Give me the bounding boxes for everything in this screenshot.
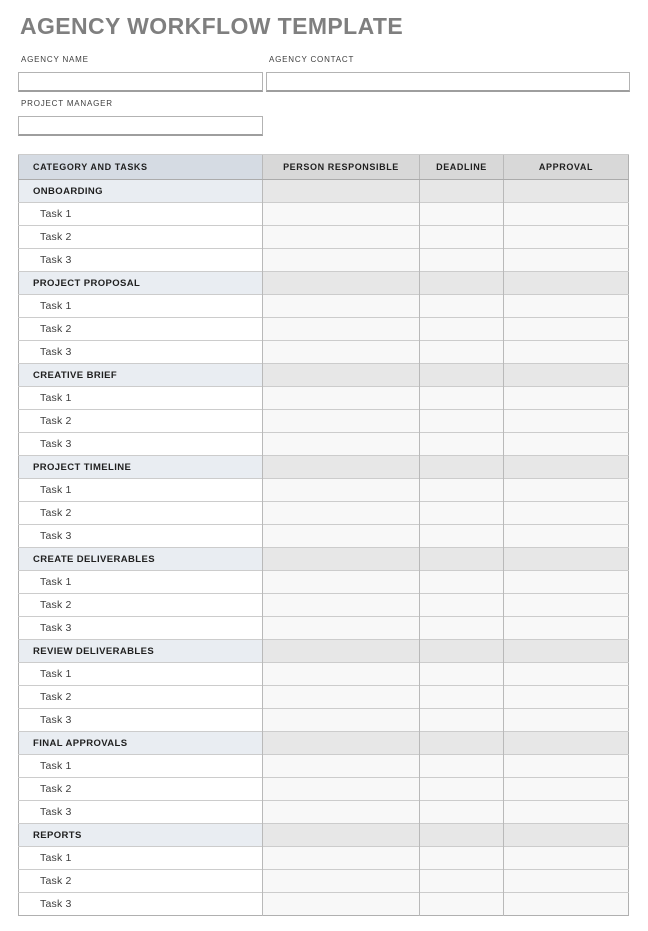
task-row (19, 709, 629, 732)
category-band-cell (420, 180, 504, 203)
category-cell: PROJECT TIMELINE (19, 456, 263, 479)
person-responsible-cell[interactable] (263, 617, 420, 640)
task-cell[interactable]: Task 1 (19, 203, 263, 226)
task-cell[interactable]: Task 1 (19, 847, 263, 870)
deadline-cell[interactable] (420, 801, 504, 824)
deadline-cell[interactable] (420, 870, 504, 893)
person-responsible-cell[interactable] (263, 778, 420, 801)
task-row (19, 341, 629, 364)
category-row (19, 272, 629, 295)
category-band-cell (420, 548, 504, 571)
deadline-cell[interactable] (420, 295, 504, 318)
approval-cell[interactable] (504, 502, 629, 525)
agency-contact-input[interactable] (266, 72, 630, 92)
approval-cell[interactable] (504, 755, 629, 778)
workflow-table-header (19, 155, 629, 180)
approval-cell[interactable] (504, 295, 629, 318)
form-row-2 (18, 100, 630, 136)
category-row (19, 640, 629, 663)
category-band-cell (504, 364, 629, 387)
task-row (19, 617, 629, 640)
column-header-approval: APPROVAL (504, 155, 629, 180)
approval-cell[interactable] (504, 663, 629, 686)
approval-cell[interactable] (504, 203, 629, 226)
person-responsible-cell[interactable] (263, 594, 420, 617)
task-cell[interactable]: Task 1 (19, 663, 263, 686)
column-header-deadline: DEADLINE (420, 155, 504, 180)
deadline-cell[interactable] (420, 387, 504, 410)
category-row (19, 732, 629, 755)
category-band-cell (263, 824, 420, 847)
deadline-cell[interactable] (420, 433, 504, 456)
deadline-cell[interactable] (420, 226, 504, 249)
workflow-table-body (19, 180, 629, 916)
person-responsible-cell[interactable] (263, 525, 420, 548)
task-cell[interactable]: Task 2 (19, 686, 263, 709)
person-responsible-cell[interactable] (263, 663, 420, 686)
category-band-cell (504, 548, 629, 571)
agency-name-field (18, 56, 263, 92)
deadline-cell[interactable] (420, 341, 504, 364)
person-responsible-cell[interactable] (263, 203, 420, 226)
category-band-cell (420, 456, 504, 479)
deadline-cell[interactable] (420, 525, 504, 548)
approval-cell[interactable] (504, 226, 629, 249)
approval-cell[interactable] (504, 778, 629, 801)
category-band-cell (420, 640, 504, 663)
category-cell: ONBOARDING (19, 180, 263, 203)
task-cell[interactable]: Task 3 (19, 617, 263, 640)
approval-cell[interactable] (504, 870, 629, 893)
category-band-cell (263, 456, 420, 479)
task-row (19, 502, 629, 525)
category-band-cell (504, 456, 629, 479)
project-manager-input[interactable] (18, 116, 263, 136)
approval-cell[interactable] (504, 709, 629, 732)
task-cell[interactable]: Task 1 (19, 755, 263, 778)
category-row (19, 364, 629, 387)
column-header-category: CATEGORY AND TASKS (19, 155, 263, 180)
task-row (19, 893, 629, 916)
person-responsible-cell[interactable] (263, 801, 420, 824)
person-responsible-cell[interactable] (263, 502, 420, 525)
task-cell[interactable]: Task 2 (19, 502, 263, 525)
person-responsible-cell[interactable] (263, 410, 420, 433)
deadline-cell[interactable] (420, 479, 504, 502)
task-cell[interactable]: Task 3 (19, 709, 263, 732)
category-band-cell (263, 732, 420, 755)
person-responsible-cell[interactable] (263, 686, 420, 709)
agency-contact-field (266, 56, 630, 92)
task-row (19, 203, 629, 226)
project-manager-label: PROJECT MANAGER (21, 99, 113, 108)
project-manager-field (18, 100, 263, 136)
agency-contact-label: AGENCY CONTACT (269, 55, 355, 64)
deadline-cell[interactable] (420, 709, 504, 732)
task-cell[interactable]: Task 2 (19, 410, 263, 433)
agency-name-input[interactable] (18, 72, 263, 92)
task-row (19, 801, 629, 824)
deadline-cell[interactable] (420, 571, 504, 594)
category-band-cell (420, 732, 504, 755)
task-cell[interactable]: Task 3 (19, 341, 263, 364)
approval-cell[interactable] (504, 893, 629, 916)
approval-cell[interactable] (504, 318, 629, 341)
approval-cell[interactable] (504, 571, 629, 594)
approval-cell[interactable] (504, 525, 629, 548)
task-cell[interactable]: Task 3 (19, 525, 263, 548)
deadline-cell[interactable] (420, 686, 504, 709)
task-cell[interactable]: Task 2 (19, 870, 263, 893)
category-row (19, 456, 629, 479)
approval-cell[interactable] (504, 801, 629, 824)
person-responsible-cell[interactable] (263, 387, 420, 410)
task-row (19, 778, 629, 801)
approval-cell[interactable] (504, 433, 629, 456)
task-row (19, 318, 629, 341)
approval-cell[interactable] (504, 341, 629, 364)
task-row (19, 479, 629, 502)
task-cell[interactable]: Task 3 (19, 893, 263, 916)
deadline-cell[interactable] (420, 755, 504, 778)
task-cell[interactable]: Task 1 (19, 479, 263, 502)
page-title: AGENCY WORKFLOW TEMPLATE (20, 13, 404, 39)
task-cell[interactable]: Task 2 (19, 318, 263, 341)
deadline-cell[interactable] (420, 847, 504, 870)
task-row (19, 594, 629, 617)
category-cell: CREATE DELIVERABLES (19, 548, 263, 571)
category-cell: REVIEW DELIVERABLES (19, 640, 263, 663)
column-header-person-responsible: PERSON RESPONSIBLE (263, 155, 420, 180)
person-responsible-cell[interactable] (263, 709, 420, 732)
task-row (19, 295, 629, 318)
task-cell[interactable]: Task 2 (19, 778, 263, 801)
task-cell[interactable]: Task 2 (19, 226, 263, 249)
deadline-cell[interactable] (420, 203, 504, 226)
category-cell: PROJECT PROPOSAL (19, 272, 263, 295)
person-responsible-cell[interactable] (263, 571, 420, 594)
category-band-cell (263, 180, 420, 203)
deadline-cell[interactable] (420, 663, 504, 686)
task-row (19, 686, 629, 709)
form-row-1 (18, 56, 630, 92)
person-responsible-cell[interactable] (263, 295, 420, 318)
header-row (19, 155, 629, 180)
approval-cell[interactable] (504, 617, 629, 640)
category-band-cell (504, 180, 629, 203)
approval-cell[interactable] (504, 594, 629, 617)
person-responsible-cell[interactable] (263, 433, 420, 456)
category-cell: REPORTS (19, 824, 263, 847)
person-responsible-cell[interactable] (263, 226, 420, 249)
category-band-cell (420, 824, 504, 847)
task-row (19, 870, 629, 893)
person-responsible-cell[interactable] (263, 847, 420, 870)
category-band-cell (504, 272, 629, 295)
category-band-cell (420, 272, 504, 295)
approval-cell[interactable] (504, 479, 629, 502)
task-cell[interactable]: Task 1 (19, 295, 263, 318)
task-row (19, 433, 629, 456)
category-row (19, 824, 629, 847)
task-row (19, 410, 629, 433)
deadline-cell[interactable] (420, 502, 504, 525)
approval-cell[interactable] (504, 686, 629, 709)
task-row (19, 755, 629, 778)
task-row (19, 249, 629, 272)
category-band-cell (263, 272, 420, 295)
person-responsible-cell[interactable] (263, 870, 420, 893)
category-cell: FINAL APPROVALS (19, 732, 263, 755)
category-band-cell (504, 640, 629, 663)
agency-name-label: AGENCY NAME (21, 55, 89, 64)
task-row (19, 571, 629, 594)
task-cell[interactable]: Task 1 (19, 571, 263, 594)
person-responsible-cell[interactable] (263, 893, 420, 916)
approval-cell[interactable] (504, 387, 629, 410)
deadline-cell[interactable] (420, 778, 504, 801)
task-cell[interactable]: Task 3 (19, 433, 263, 456)
category-band-cell (504, 732, 629, 755)
category-cell: CREATIVE BRIEF (19, 364, 263, 387)
category-band-cell (504, 824, 629, 847)
person-responsible-cell[interactable] (263, 249, 420, 272)
category-band-cell (420, 364, 504, 387)
category-row (19, 180, 629, 203)
person-responsible-cell[interactable] (263, 755, 420, 778)
person-responsible-cell[interactable] (263, 318, 420, 341)
approval-cell[interactable] (504, 249, 629, 272)
task-cell[interactable]: Task 1 (19, 387, 263, 410)
deadline-cell[interactable] (420, 249, 504, 272)
task-cell[interactable]: Task 3 (19, 249, 263, 272)
form-area (18, 56, 630, 136)
task-row (19, 847, 629, 870)
approval-cell[interactable] (504, 410, 629, 433)
deadline-cell[interactable] (420, 318, 504, 341)
workflow-table (18, 154, 629, 916)
task-cell[interactable]: Task 3 (19, 801, 263, 824)
deadline-cell[interactable] (420, 594, 504, 617)
task-row (19, 226, 629, 249)
task-cell[interactable]: Task 2 (19, 594, 263, 617)
approval-cell[interactable] (504, 847, 629, 870)
person-responsible-cell[interactable] (263, 479, 420, 502)
deadline-cell[interactable] (420, 410, 504, 433)
category-row (19, 548, 629, 571)
category-band-cell (263, 640, 420, 663)
task-row (19, 525, 629, 548)
category-band-cell (263, 364, 420, 387)
category-band-cell (263, 548, 420, 571)
task-row (19, 663, 629, 686)
person-responsible-cell[interactable] (263, 341, 420, 364)
task-row (19, 387, 629, 410)
deadline-cell[interactable] (420, 893, 504, 916)
deadline-cell[interactable] (420, 617, 504, 640)
